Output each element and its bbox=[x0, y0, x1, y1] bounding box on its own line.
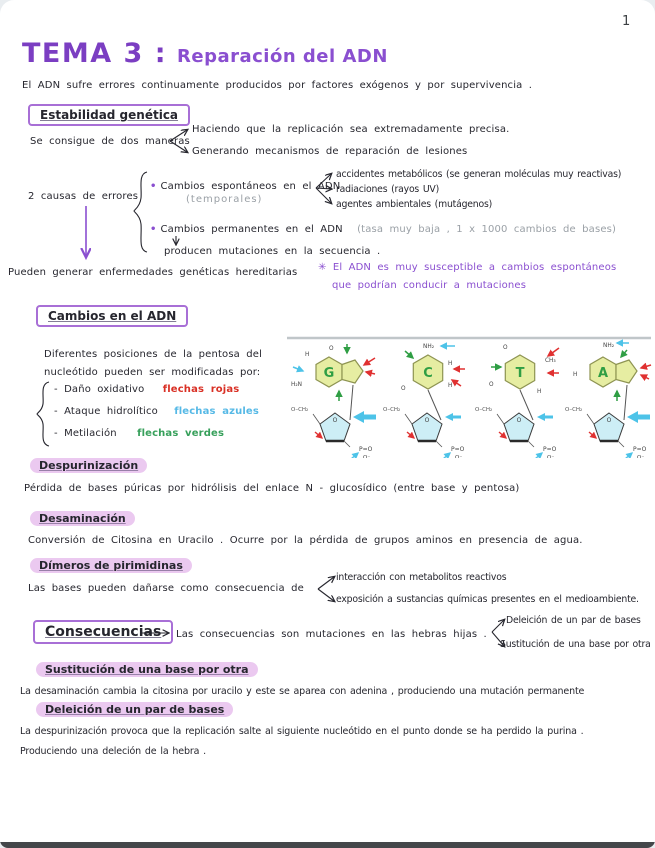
causas-item1: • Cambios espontáneos en el ADN bbox=[150, 181, 341, 192]
svg-text:H: H bbox=[537, 389, 542, 395]
damage-tag-red: flechas rojas bbox=[162, 384, 240, 395]
title-tema: TEMA 3 : bbox=[22, 38, 168, 69]
title-subtitle: Reparación del ADN bbox=[177, 46, 388, 67]
page-title bbox=[22, 38, 388, 69]
cambios-paragraph: Diferentes posiciones de la pentosa del bbox=[44, 349, 263, 360]
svg-text:P=O: P=O bbox=[633, 446, 647, 453]
page-bottom-edge bbox=[0, 842, 655, 848]
cambios-paragraph: nucleótido pueden ser modificadas por: bbox=[44, 367, 261, 378]
section-lead: Las bases pueden dañarse como consecuencia de bbox=[28, 583, 304, 594]
svg-text:O: O bbox=[329, 346, 334, 352]
causas-label: 2 causas de errores bbox=[28, 191, 139, 202]
causas-item2: • Cambios permanentes en el ADN (tasa muy baja , 1 x 1000 cambios de bases) bbox=[150, 224, 617, 235]
section-heading-deleicion: Deleición de un par de bases bbox=[36, 702, 233, 717]
svg-text:T: T bbox=[515, 366, 525, 381]
svg-text:C: C bbox=[423, 366, 433, 381]
consecuencias-branch: Deleición de un par de bases bbox=[506, 615, 641, 626]
damage-tag-green: flechas verdes bbox=[137, 428, 225, 439]
causas-item2-sub: (tasa muy baja , 1 x 1000 cambios de bases) bbox=[357, 224, 617, 235]
nucleotide-unit-T bbox=[475, 345, 559, 458]
svg-text:H: H bbox=[573, 372, 578, 378]
causas-item2-result: producen mutaciones en la secuencia . bbox=[164, 246, 381, 257]
section-heading-dimeros: Dímeros de pirimidinas bbox=[30, 558, 192, 573]
dna-nucleotide-diagram bbox=[285, 336, 653, 458]
section-body: Produciendo una deleción de la hebra . bbox=[20, 746, 207, 757]
causas-item1-sub: (temporales) bbox=[186, 194, 263, 205]
svg-text:H: H bbox=[448, 383, 453, 389]
damage-list-item: - Metilación flechas verdes bbox=[54, 428, 225, 439]
dimeros-branch: exposición a sustancias químicas presentes en el medioambiente. bbox=[336, 594, 639, 605]
estabilidad-box: Estabilidad genética bbox=[28, 104, 190, 126]
section-body: Conversión de Citosina en Uracilo . Ocurre por la pérdida de grupos aminos en presencia de agua. bbox=[28, 535, 583, 546]
svg-text:P=O: P=O bbox=[451, 446, 465, 453]
section-body: La despurinización provoca que la replicación salte al siguiente nucleótido en el punto donde se ha perdido la purina . bbox=[20, 726, 584, 737]
purple-bullet-icon: • bbox=[150, 181, 157, 192]
svg-text:O: O bbox=[489, 382, 494, 388]
section-body: La desaminación cambia la citosina por uracilo y este se aparea con adenina , produciendo una mutación permanente bbox=[20, 686, 585, 697]
causas-branch: agentes ambientales (mutágenos) bbox=[336, 199, 493, 210]
margin-note: ✳ El ADN es muy susceptible a cambios espontáneos bbox=[318, 262, 617, 273]
estabilidad-lead: Se consigue de dos maneras bbox=[30, 136, 190, 147]
svg-text:P=O: P=O bbox=[359, 446, 373, 453]
consecuencias-box: Consecuencias bbox=[33, 620, 173, 644]
causas-branch: accidentes metabólicos (se generan moléculas muy reactivas) bbox=[336, 169, 622, 180]
svg-text:O⁻: O⁻ bbox=[547, 455, 555, 458]
svg-text:G: G bbox=[323, 366, 335, 381]
svg-text:O: O bbox=[401, 386, 406, 392]
nucleotide-unit-C bbox=[383, 344, 465, 458]
svg-text:O⁻: O⁻ bbox=[637, 455, 645, 458]
svg-text:O–CH₂: O–CH₂ bbox=[291, 407, 309, 413]
dimeros-branch: interacción con metabolitos reactivos bbox=[336, 572, 507, 583]
estabilidad-branch: Haciendo que la replicación sea extremadamente precisa. bbox=[192, 124, 510, 135]
nucleotide-unit-A bbox=[565, 343, 651, 458]
estabilidad-branch: Generando mecanismos de reparación de lesiones bbox=[192, 146, 468, 157]
svg-text:CH₃: CH₃ bbox=[545, 358, 556, 364]
svg-text:O: O bbox=[424, 417, 430, 424]
svg-text:NH₂: NH₂ bbox=[423, 344, 435, 350]
intro-text: El ADN sufre errores continuamente producidos por factores exógenos y por supervivencia . bbox=[22, 80, 533, 91]
page-number: 1 bbox=[622, 14, 631, 29]
damage-list-item: - Daño oxidativo flechas rojas bbox=[54, 384, 240, 395]
svg-text:P=O: P=O bbox=[543, 446, 557, 453]
causas-consequence: Pueden generar enfermedades genéticas hereditarias bbox=[8, 267, 298, 278]
svg-text:A: A bbox=[597, 366, 609, 381]
svg-text:O: O bbox=[606, 417, 612, 424]
causas-branch: radiaciones (rayos UV) bbox=[336, 184, 440, 195]
svg-text:O–CH₂: O–CH₂ bbox=[383, 407, 401, 413]
damage-tag-blue: flechas azules bbox=[174, 406, 259, 417]
section-heading-desaminacion: Desaminación bbox=[30, 511, 135, 526]
svg-text:O–CH₂: O–CH₂ bbox=[475, 407, 493, 413]
damage-list-item: - Ataque hidrolítico flechas azules bbox=[54, 406, 259, 417]
nucleotide-unit-G bbox=[291, 344, 376, 458]
purple-bullet-icon: • bbox=[150, 224, 157, 235]
svg-text:O⁻: O⁻ bbox=[455, 455, 463, 458]
svg-text:O⁻: O⁻ bbox=[363, 455, 371, 458]
svg-text:O: O bbox=[332, 417, 338, 424]
consecuencias-branch: Sustitución de una base por otra bbox=[500, 639, 651, 650]
svg-text:NH₂: NH₂ bbox=[603, 343, 615, 349]
svg-text:O: O bbox=[503, 345, 508, 351]
svg-text:H₂N: H₂N bbox=[291, 382, 303, 388]
margin-note: que podrían conducir a mutaciones bbox=[332, 280, 527, 291]
svg-text:O–CH₂: O–CH₂ bbox=[565, 407, 583, 413]
cambios-box: Cambios en el ADN bbox=[36, 305, 188, 327]
svg-text:H: H bbox=[305, 352, 310, 358]
section-heading-despurinizacion: Despurinización bbox=[30, 458, 147, 473]
section-heading-sustitucion: Sustitución de una base por otra bbox=[36, 662, 258, 677]
section-body: Pérdida de bases púricas por hidrólisis del enlace N - glucosídico (entre base y pentosa) bbox=[24, 483, 520, 494]
svg-text:H: H bbox=[448, 361, 453, 367]
svg-text:O: O bbox=[516, 417, 522, 424]
consecuencias-lead: Las consecuencias son mutaciones en las hebras hijas . bbox=[176, 629, 487, 640]
